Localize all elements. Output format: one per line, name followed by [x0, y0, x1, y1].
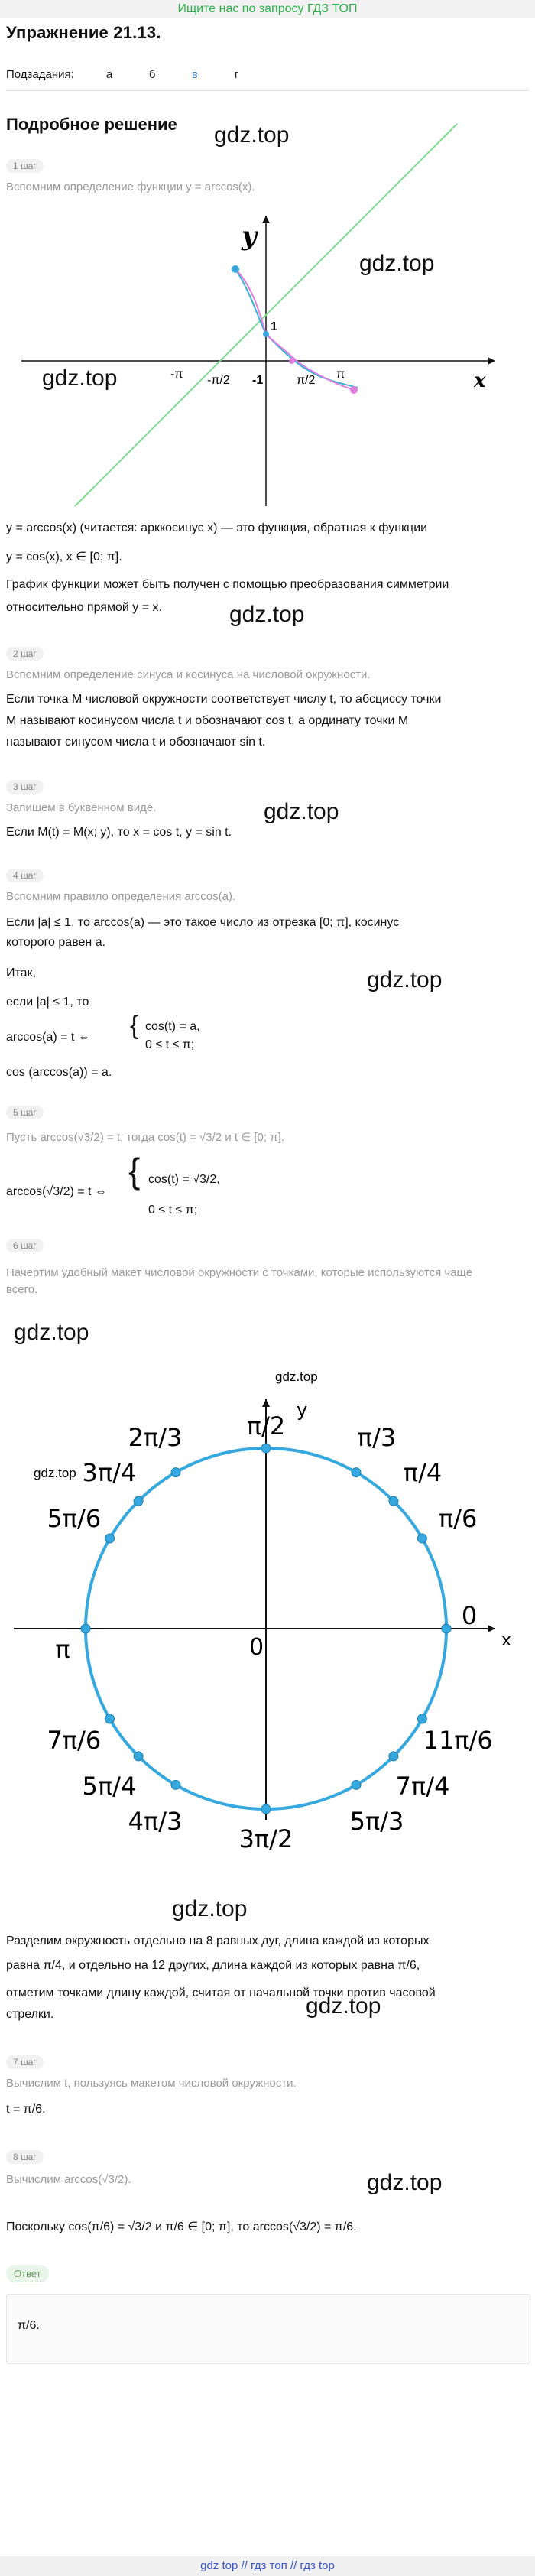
- graph-point: [289, 358, 295, 364]
- step7-result: t = π/6.: [6, 2103, 46, 2116]
- circle-angle-label: 3π/2: [238, 1824, 293, 1853]
- circle-angle-label: 7π/6: [47, 1726, 102, 1755]
- step-badge-7: 7 шаг: [6, 2055, 44, 2069]
- step-badge-4: 4 шаг: [6, 869, 44, 882]
- watermark: gdz.top: [359, 251, 435, 276]
- tick-neg-pi-half: -π/2: [207, 374, 230, 387]
- solution-title: Подробное решение: [6, 115, 177, 134]
- circle-point: [352, 1780, 361, 1789]
- watermark: gdz.top: [229, 602, 305, 627]
- step1-hint: Вспомним определение функции y = arccos(x).: [6, 180, 255, 193]
- circle-point: [134, 1752, 143, 1761]
- step4-system-b: 0 ≤ t ≤ π;: [145, 1038, 195, 1051]
- step6-hint1: Начертим удобный макет числовой окружности с точками, которые используются чаще: [6, 1266, 473, 1279]
- answer-label: Ответ: [6, 2265, 49, 2282]
- circle-angle-label: 7π/4: [395, 1772, 450, 1801]
- tab-a[interactable]: а: [105, 67, 113, 81]
- step4-line6: cos (arccos(a)) = a.: [6, 1066, 112, 1079]
- circle-point: [389, 1752, 398, 1761]
- tick-neg-pi: -π: [170, 368, 183, 381]
- step5-system-a: cos(t) = √3/2,: [148, 1173, 220, 1186]
- step4-hint: Вспомним правило определения arccos(a).: [6, 890, 236, 903]
- step2-hint: Вспомним определение синуса и косинуса на числовой окружности.: [6, 668, 371, 681]
- watermark: gdz.top: [264, 799, 339, 824]
- step7-hint: Вычислим t, пользуясь макетом числовой окружности.: [6, 2077, 297, 2090]
- circle-point: [417, 1714, 426, 1723]
- watermark: gdz.top: [34, 1466, 76, 1480]
- graph-point: [232, 265, 239, 273]
- watermark: gdz.top: [214, 122, 290, 148]
- step1-line3: График функции может быть получен с помощью преобразования симметрии: [6, 578, 449, 591]
- watermark: gdz.top: [275, 1369, 318, 1384]
- tab-g[interactable]: г: [234, 67, 239, 81]
- subtasks-label: Подзадания:: [6, 67, 74, 81]
- step8-hint: Вычислим arccos(√3/2).: [6, 2173, 131, 2186]
- circle-point: [389, 1496, 398, 1506]
- circle-point: [352, 1468, 361, 1477]
- circle-angle-label: 5π/3: [349, 1807, 404, 1837]
- circle-angle-label: π/6: [438, 1504, 478, 1533]
- step-badge-1: 1 шаг: [6, 159, 44, 173]
- circle-angle-label: 4π/3: [128, 1807, 183, 1837]
- step-badge-5: 5 шаг: [6, 1106, 44, 1119]
- tick-pi: π: [336, 368, 345, 381]
- watermark: gdz.top: [306, 1993, 381, 2019]
- system-brace: {: [128, 1151, 141, 1191]
- circle-point: [134, 1496, 143, 1506]
- circle-x-label: x: [501, 1631, 512, 1650]
- answer-value: π/6.: [18, 2319, 40, 2332]
- step6-hint2: всего.: [6, 1283, 38, 1296]
- answer-box: [6, 2294, 530, 2364]
- circle-angle-label: 11π/6: [423, 1726, 493, 1755]
- circle-angle-label: π: [55, 1635, 70, 1664]
- watermark: gdz.top: [172, 1896, 248, 1921]
- unit-circle: [6, 1361, 520, 1853]
- step8-result: Поскольку cos(π/6) = √3/2 и π/6 ∈ [0; π], то arccos(√3/2) = π/6.: [6, 2220, 357, 2233]
- circle-angle-label: 0: [461, 1601, 478, 1630]
- step6-p1: Разделим окружность отдельно на 8 равных дуг, длина каждой из которых: [6, 1934, 430, 1947]
- step3-hint: Запишем в буквенном виде.: [6, 801, 157, 814]
- step4-line1: Если |a| ≤ 1, то arccos(a) — это такое число из отрезка [0; π], косинус: [6, 916, 400, 929]
- circle-angle-label: π/2: [246, 1411, 286, 1441]
- step2-line2: M называют косинусом числа t и обозначают cos t, а ординату точки M: [6, 714, 409, 727]
- graph-point: [263, 331, 269, 337]
- step5-hint: Пусть arccos(√3/2) = t, тогда cos(t) = √3/2 и t ∈ [0; π].: [6, 1131, 284, 1144]
- step4-system-a: cos(t) = a,: [145, 1020, 200, 1033]
- circle-point: [417, 1534, 426, 1543]
- subtask-tabs: [6, 61, 277, 87]
- footer-links[interactable]: gdz top // гдз топ // гдз top: [0, 2556, 535, 2576]
- watermark: gdz.top: [367, 2170, 443, 2195]
- step5-system-b: 0 ≤ t ≤ π;: [148, 1204, 198, 1217]
- graph-y-label: y: [242, 221, 257, 252]
- tab-b[interactable]: б: [148, 67, 156, 81]
- step1-line4: относительно прямой y = x.: [6, 601, 162, 614]
- circle-point: [105, 1534, 115, 1543]
- step5-eq-left: arccos(√3/2) = t ⇔: [6, 1185, 107, 1198]
- tabs-divider: [6, 90, 529, 91]
- step1-line1: y = arccos(x) (читается: арккосинус x) — это функция, обратная к функции: [6, 521, 428, 534]
- circle-angle-label: π/3: [357, 1422, 397, 1452]
- tick-one: 1: [271, 320, 277, 333]
- circle-point: [261, 1444, 271, 1453]
- watermark: gdz.top: [14, 1320, 89, 1345]
- step-badge-3: 3 шаг: [6, 780, 44, 794]
- step-badge-8: 8 шаг: [6, 2150, 44, 2164]
- step3-line1: Если M(t) = M(x; y), то x = cos t, y = sin t.: [6, 826, 232, 839]
- circle-origin-label: 0: [249, 1634, 264, 1661]
- step4-line4: если |a| ≤ 1, то: [6, 996, 89, 1009]
- step2-line3: называют синусом числа t и обозначают sin t.: [6, 736, 266, 749]
- step6-p2: равна π/4, и отдельно на 12 других, длина каждой из которых равна π/6,: [6, 1959, 420, 1972]
- watermark: gdz.top: [367, 967, 443, 992]
- circle-point: [171, 1468, 180, 1477]
- circle-point: [81, 1624, 90, 1633]
- step-badge-6: 6 шаг: [6, 1239, 44, 1252]
- step4-line2: которого равен a.: [6, 936, 106, 949]
- circle-point: [261, 1804, 271, 1814]
- circle-point: [171, 1780, 180, 1789]
- step4-equiv-left: arccos(a) = t ⇔: [6, 1031, 90, 1044]
- step6-p4: стрелки.: [6, 2008, 54, 2021]
- circle-angle-label: 5π/4: [82, 1772, 137, 1801]
- circle-y-label: y: [297, 1399, 308, 1421]
- system-brace: {: [130, 1011, 139, 1040]
- circle-angle-label: 2π/3: [128, 1422, 183, 1452]
- tick-neg-one: -1: [252, 374, 264, 387]
- graph-x-label: x: [474, 369, 486, 392]
- step6-p3: отметим точками длину каждой, считая от начальной точки против часовой: [6, 1986, 436, 1999]
- page-title: Упражнение 21.13.: [6, 23, 161, 42]
- circle-point: [442, 1624, 451, 1633]
- top-banner[interactable]: Ищите нас по запросу ГДЗ ТОП: [0, 0, 535, 18]
- step4-line3: Итак,: [6, 966, 36, 979]
- circle-angle-label: 5π/6: [47, 1504, 102, 1533]
- watermark: gdz.top: [42, 365, 118, 391]
- step2-line1: Если точка M числовой окружности соответствует числу t, то абсциссу точки: [6, 693, 442, 706]
- circle-angle-label: π/4: [403, 1457, 443, 1487]
- step1-line2: y = cos(x), x ∈ [0; π].: [6, 551, 122, 564]
- tab-v[interactable]: в: [191, 67, 198, 81]
- arccos-graph: [6, 200, 495, 506]
- circle-angle-label: 3π/4: [82, 1457, 137, 1487]
- graph-point: [350, 386, 358, 394]
- circle-point: [105, 1714, 115, 1723]
- tick-pi-half: π/2: [297, 374, 316, 387]
- step-badge-2: 2 шаг: [6, 647, 44, 661]
